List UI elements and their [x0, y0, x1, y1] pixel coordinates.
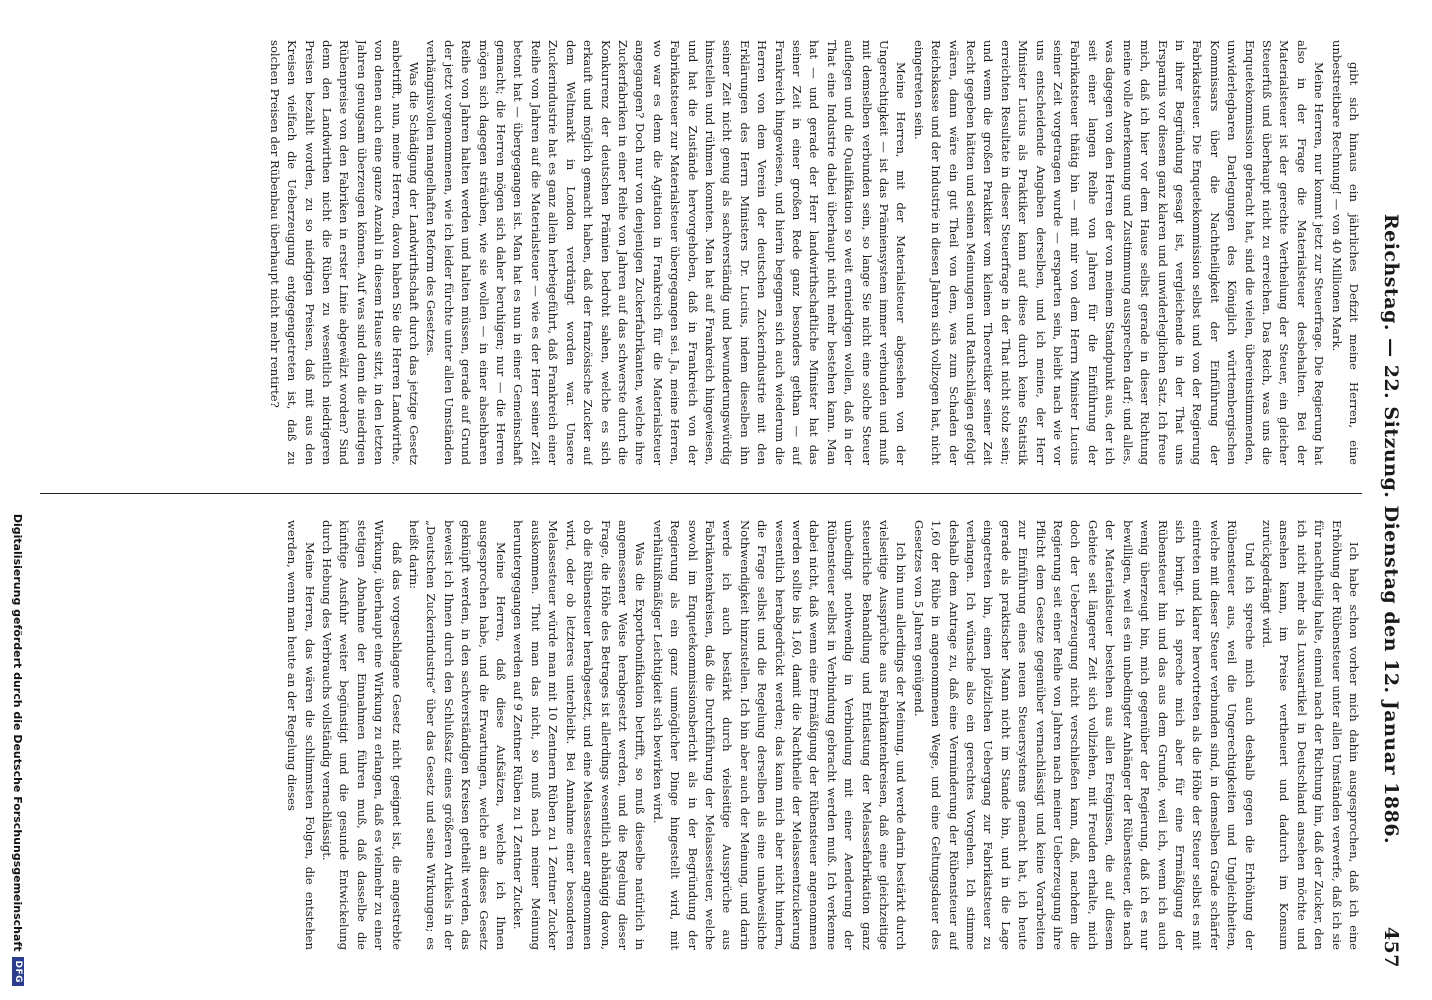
paragraph: Meine Herren, das wären die schlimmsten Folgen, die entstehen werden, wenn man heute an der Regelung dieses — [285, 520, 317, 950]
digitization-credit — [10, 6, 26, 986]
paragraph: Meine Herren, daß diese Aufsätzen, welche ich Ihnen ausgesprochen habe, und die Erwartungen, welche an dieses Gesetz geknüpft werden, in den sachverständigen Kreisen getheilt werden, das beweist ich Ihnen durch den Schlußsatz eines größeren Artikels in der „Deutschen Zuckerindustrie“ über das Gesetz und seine Wirkungen; es heißt darin: — [407, 520, 509, 950]
credit-text: Digitalisierung gefördert durch die Deutsche Forschungsgemeinschaft — [11, 513, 25, 952]
paragraph: Ich bin nun allerdings der Meinung, und werde darin bestärkt durch vielseitige Aussprüche aus Fabrikantenkreisen, daß eine gleichzeitige steuerliche Behandlung und Entlastung der Melassefabrikation ganz unbedingt nothwendig in Verbindung mit einer Aenderung der Rübensteuer selbst in Verbindung gebracht werden muß. Ich verkenne dabei nicht, daß wenn eine Ermäßigung der Rübensteuer angenommen werden sollte bis 1,60, damit die Nachtheile der Melasseentzuckerung wesentlich herabgedrückt werden; das kann mich aber nicht hindern, die Frage selbst und die Regelung derselben als eine unabweisliche Nothwendigkeit hinzustellen. Ich bin aber auch der Meinung, und darin werde ich auch bestärkt durch vielseitige Aussprüche aus Fabrikantenkreisen, daß die Durchführung der Melassesteuer, welche sowohl im Enquetekommissionsbericht als in der Begründung der Regierung als ein ganz unmöglicher Dinge hingestellt wird, mit verhältnißmäßiger Leichtigkeit sich bewirken wird. — [650, 520, 909, 950]
text-column-right — [40, 520, 1362, 950]
running-title: Reichstag. — 22. Sitzung. Dienstag den 12. Januar 1886. — [1380, 213, 1402, 845]
paragraph: gibt sich hinaus ein jährliches Defizit meine Herren, eine unbestreitbare Rechnung! — von 40 Millionen Mark. — [1329, 40, 1361, 465]
page-number: 457 — [1380, 926, 1402, 968]
paragraph: Und ich spreche mich auch deshalb gegen die Erhöhung der Rübensteuer aus, weil die Ungerechtigkeiten und Ungleichheiten, welche mit dieser Steuer verbunden sind, in demselben Grade schärfer eintreten und klarer hervortreten als die Höhe der Steuer selbst es mit sich bringt. Ich spreche mich aber für eine Ermäßigung der Rübensteuer hin und das aus dem Grunde, weil ich, wenn ich auch wenig überzeugt bin, mich gegenüber der Regierung, daß ich es nur bewilligen, weil es ein unbedingter Anhänger der Rübensteuer, die nach der Materialsteuer bestehen aus allen Ereignissen, die auf diesem Gebiete seit längerer Zeit sich vollziehen, mit Freuden erhalte, mich doch der Ueberzeugung nicht verschließen kann, daß, nachdem die Regierung seit einer Reihe von Jahren nach meiner Ueberzeugung ihre Pflicht dem Gesetze gegenüber vernachlässigt und keine Vorarbeiten zur Einführung eines neuen Steuersystems gemacht hat, ich heute gerade als praktischer Mann nicht im Stande bin, und in die Lage eingetreten bin, einen plötzlichen Uebergang zur Fabrikatsteuer zu verlangen. Ich wünsche also ein gerechtes Vorgehen. Ich stimme deshalb dem Antrage zu, daß eine Verminderung der Rübensteuer auf 1,60 der Rübe in angenommenen Wege, und eine Geltungsdauer des Gesetzes von 5 Jahren genügend. — [911, 520, 1257, 950]
page-header — [1374, 40, 1402, 968]
quotation: daß das vorgeschlagene Gesetz nicht geeignet ist, die angestrebte Wirkung, überhaupt eine Wirkung zu erlangen, daß es vielmehr zu einer stetigen Abnahme der Einnahmen führen muß, daß dasselbe die künftige Ausfuhr weiter begünstigt und die gesunde Entwickelung durch Hebung des Verbrauchs vollständig vernachlässigt. — [320, 520, 404, 950]
column-divider — [40, 493, 1362, 494]
paragraph: Was die Schädigung der Landwirthschaft durch das jetzige Gesetz anbetrifft, nun, meine Herren, davon haben Sie die Herren Landwirthe, von denen auch eine ganze Anzahl in diesem Hause sitzt, in den letzten Jahren genugsam überzeugen können. Auf was sind denn die niedrigen Rübenpreise von den Fabriken in erster Linie abgewälzt worden? Sind denn den Landwirthen nicht die Rüben zu wesentlich niedrigeren Preisen bezahlt worden, zu so niedrigen Preisen, daß mit aus den Kreisen vielfach die Ueberzeugung entgegengetreten ist, daß zu solchen Preisen der Rübenbau überhaupt nicht mehr rentirte? — [267, 40, 422, 465]
paragraph: Meine Herren, mit der Materialsteuer abgesehen von der Ungerechtigkeit — ist das Prämiensystem immer verbunden und muß mit demselben verbunden sein, so lange Sie nicht eine solche Steuer auflegen und die Qualifikation so weit erniedrigen wollen, daß in der That eine Industrie dabei überhaupt nicht mehr bestehen kann. Man hat — und gerade der Herr landwirthschaftliche Minister hat das seiner Zeit in einer großen Rede ganz besonders gethan — auf Frankreich hingewiesen, und hierin begegnen sich auch wiederum die Herren von dem Verein der deutschen Zuckerindustrie mit den Erklärungen des Herrn Ministers Dr. Lucius, indem dieselben ihn seiner Zeit nicht genug als sachverständig und bewunderungswürdig hinstellen und rühmen konnten. Man hat auf Frankreich hingewiesen, und hat die Zustände hervorgehoben, daß in Frankreich von der Fabrikatsteuer zur Materialsteuer übergegangen sei. Ja, meine Herren, wo war es denn die Agitation in Frankreich für die Materialsteuer angegangen? Doch nur von denjenigen Zuckerfabrikanten, welche ihre Zuckerfabriken in einer Reihe von Jahren auf das schwerste durch die Konkurrenz der deutschen Prämien bedroht sahen, welche es sich erkauft und möglich gemacht haben, daß der französische Zucker auf dem Weltmarkt in London verdrängt worden war. Unsere Zuckerindustrie hat es ganz allein herbeigeführt, daß Frankreich einer Reihe von Jahren auf die Materialsteuer — wie es der Herr seiner Zeit betont hat — übergegangen ist. Man hat es nun in einer Gemeinschaft gemacht; die Herren mögen sich daher beruhigen; nur — die Herren mögen sich dagegen sträuben, wie sie wollen — in einer absehbaren Reihe von Jahren halten werden und halten müssen, gerade auf Grund der jetzt vorgenommenen, wie ich leider fürchte unter allen Umständen verhängnisvollen mangelhaften Reform des Gesetzes. — [424, 40, 909, 465]
dfg-logo: DFG — [12, 957, 24, 986]
text-column-left — [40, 40, 1362, 465]
paragraph: Was die Exportbonifikation betrifft, so muß dieselbe natürlich in angemessener Weise herabgesetzt werden, und die Regelung dieser Frage, die Höhe des Betrages ist allerdings wesentlich abhängig davon, ob die Rübensteuer herabgesetzt, und eine Melassesteuer angenommen wird, oder ob letzteres unterbleibt. Bei Annahme einer besonderen Melassesteuer würde man mit 10 Zentnern Rüben zu 1 Zentner Zucker auskommen. Thut man das nicht, so muß nach meiner Meinung heruntergegangen werden auf 9 Zentner Rüben zu 1 Zentner Zucker. — [511, 520, 648, 950]
paragraph: Ich habe schon vorher mich dahin ausgesprochen, daß ich eine Erhöhung der Rübensteuer unter allen Umständen verwerfe, daß ich sie für nachtheilig halte, einmal nach der Richtung hin, daß der Zucker, den ich nicht mehr als Luxusartikel in Deutschland ansehen möchte und ansehen kann, im Preise vertheuert und dadurch im Konsum zurückgedrängt wird. — [1259, 520, 1361, 950]
paragraph: Meine Herren, nur kommt jetzt zur Steuerfrage. Die Regierung hat also in der Frage die Materialsteuer desbehalten. Bei der Materialsteuer ist der gerechte Vertheilung der Steuer, ein gleicher Steuerfuß und überhaupt nicht zu erreichen. Das Reich, was uns die Enquetekommission gebracht hat, sind die vielen, übereinstimmenden, unwiderlegbaren Darlegungen des Königlich württembergischen Kommissars über die Nachtheiligkeit der Einführung der Fabrikatsteuer. Die Enquetekommission selbst und von der Regierung in ihrer Begründung gesagt ist, vergleichende in der That uns Ersparnis vor diesem ganz klaren und unwiderleglichen Satz. Ich freue mich, daß ich hier vor dem Hause selbst gerade in dieser Richtung meine volle Anerkennung und Zustimmung aussprechen darf; und alles, was dagegen von den Herren der von meinem Standpunkt aus, der ich seit einer langen Reihe von Jahren für die Einführung der Fabrikatsteuer thätig bin — mit mir von dem Herrn Minister Lucius seiner Zeit vorgetragen wurde — ersparten sein, bleibt nach wie vor uns entscheidende Angaben derselben, und ich meine, der Herr Minister Lucius als Praktiker kann auf diese durch keine Statistik erreichten Resultate in dieser Steuerfrage in der That nicht stolz sein; und wenn die großen Praktiker vom kleinen Theoretiker seiner Zeit Recht gegeben hätten und seinen Meinungen und Rathschlägen gefolgt wären, dann wäre ein gut Theil von dem, was zum Schaden der Reichskasse und der Industrie in diesen Jahren sich vollzogen hat, nicht eingetreten sein. — [911, 40, 1327, 465]
